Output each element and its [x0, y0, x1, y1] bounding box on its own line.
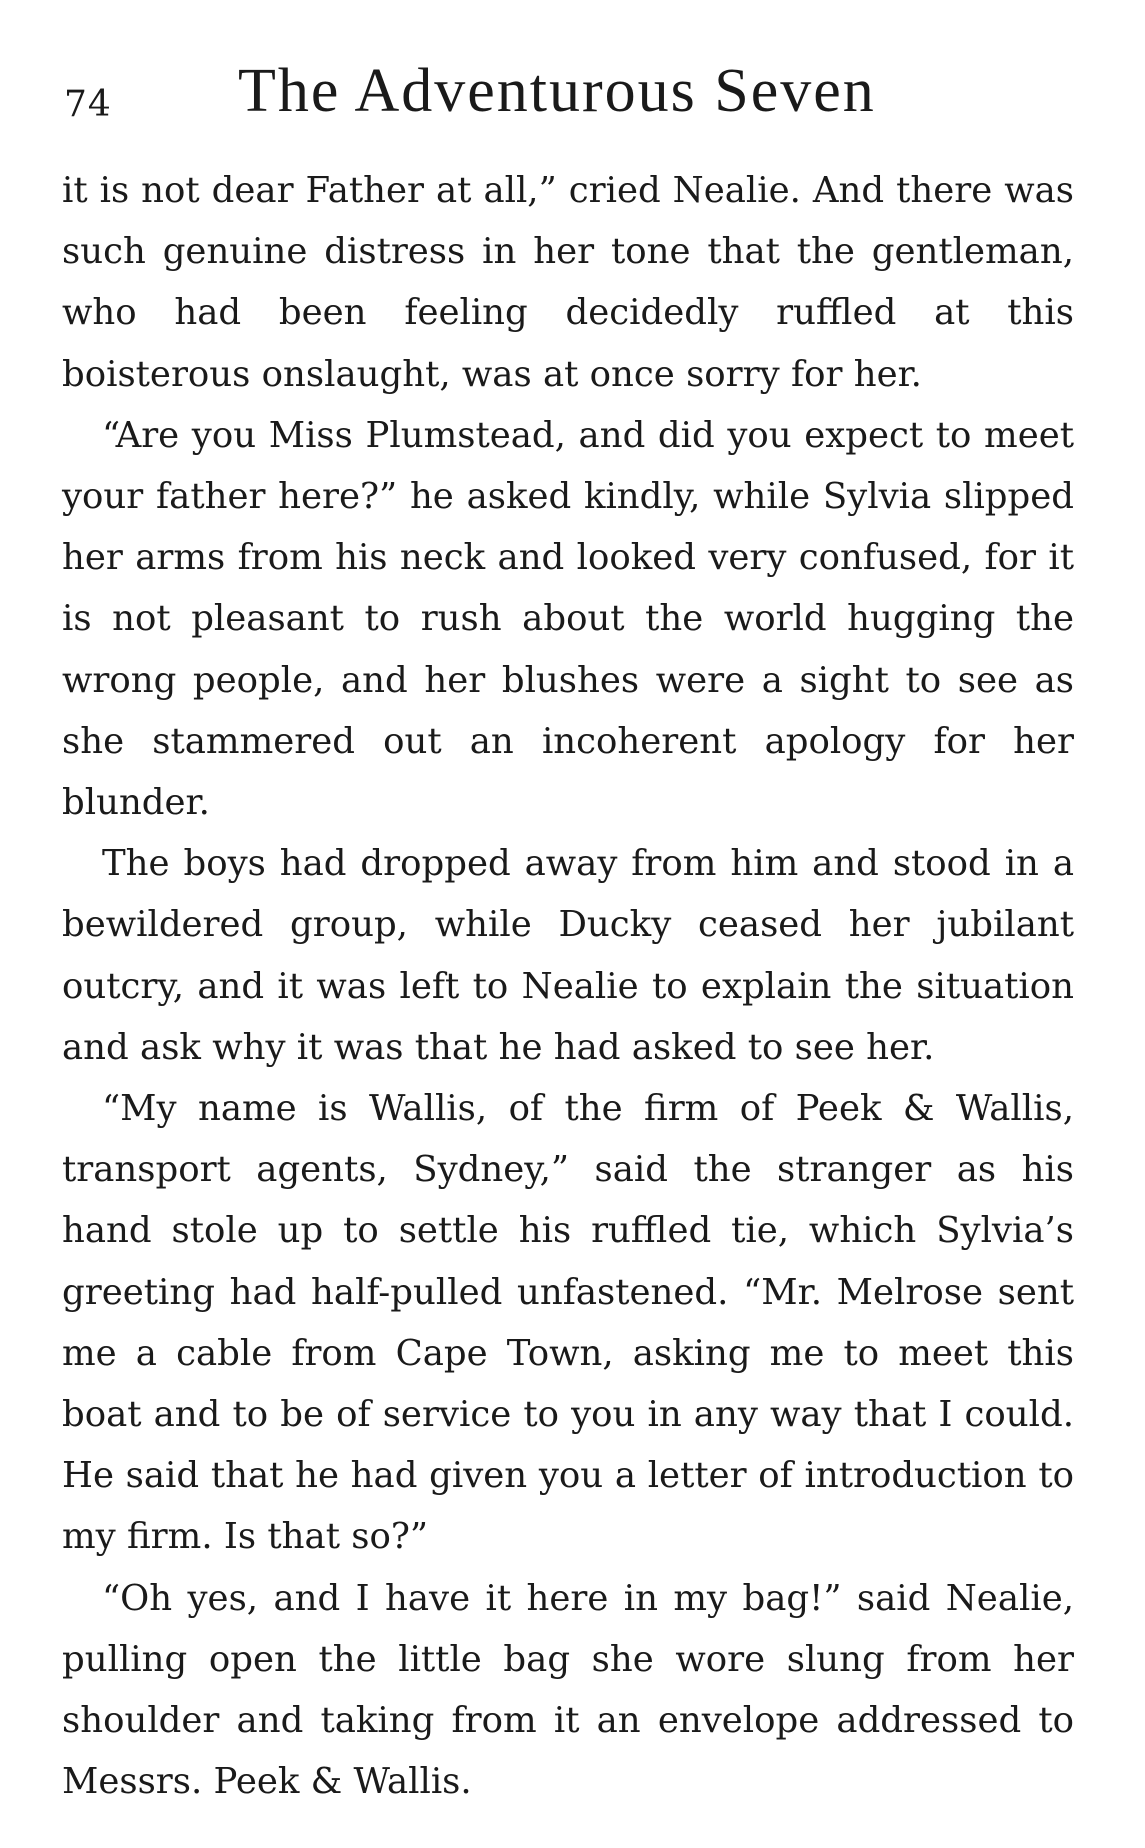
body-text [62, 160, 1074, 1812]
paragraph: “Oh yes, and I have it here in my bag!” said Nealie, pulling open the little bag she wore slung from her shoulder and taking from it an envelope addressed to Messrs. Peek & Wallis. [62, 1577, 1074, 1803]
page-number: 74 [64, 84, 112, 125]
paragraph: “Are you Miss Plumstead, and did you expect to meet your father here?” he asked kindly, while Sylvia slipped her arms from his neck and looked very confused, for it is not pleasant to rush about the world hugging the wrong people, and her blushes were a sight to see as she stammered out an incoherent apology for her blunder. [62, 414, 1074, 824]
paragraph-continued: it is not dear Father at all,” cried Nealie. And there was such genuine distress in her tone that the gentleman, who had been feeling decidedly ruffled at this boisterous onslaught, was at once sorry for her. [62, 170, 1074, 395]
paragraph: “My name is Wallis, of the firm of Peek & Wallis, transport agents, Sydney,” said the stranger as his hand stole up to settle his ruffled tie, which Sylvia’s greeting had half-pulled unfastened. “Mr. Melrose sent me a cable from Cape Town, asking me to meet this boat and to be of service to you in any way that I could. He said that he had given you a letter of introduction to my firm. Is that so?” [62, 1088, 1074, 1558]
running-title: The Adventurous Seven [238, 57, 876, 125]
paragraph: The boys had dropped away from him and stood in a bewildered group, while Ducky ceased her jubilant outcry, and it was left to Nealie to explain the situation and ask why it was that he had asked to see her. [62, 843, 1074, 1068]
page-header [60, 56, 1080, 126]
